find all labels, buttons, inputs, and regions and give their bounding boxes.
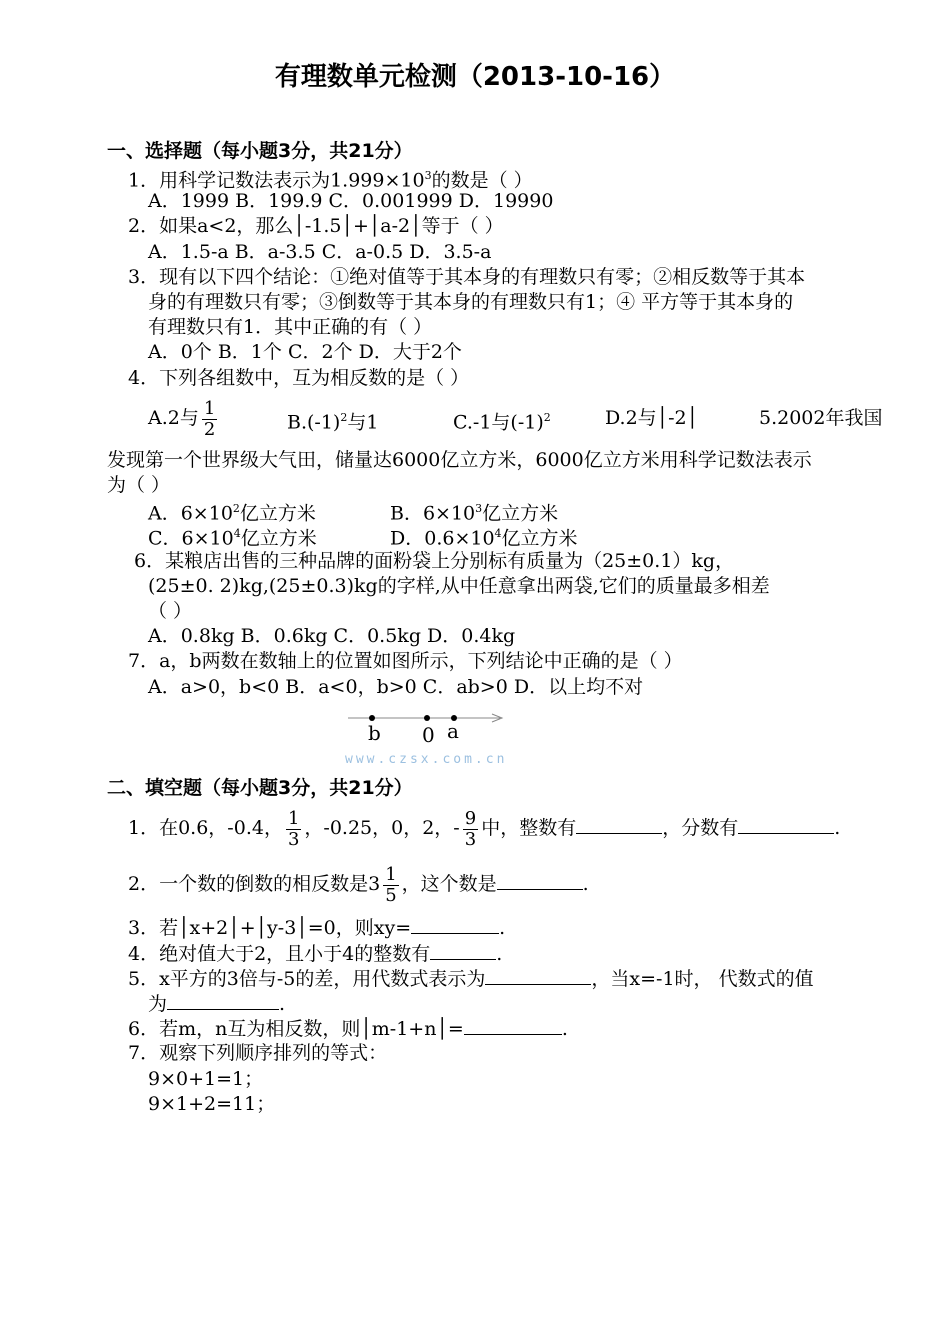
- q5-line3: 为（ ）: [107, 474, 171, 496]
- blank-expression: [485, 966, 591, 985]
- f1-line: 1．在0.6，-0.4， $\frac{1}{3}$ ，-0.25，0，2，- $\frac{9}{3}$ 中，整数有 ，分数有 .: [128, 807, 841, 850]
- watermark: www.czsx.com.cn: [345, 752, 508, 767]
- q4-option-c: C.-1与$(-1)^2$: [453, 411, 551, 434]
- blank-answer: [464, 1016, 562, 1035]
- q5-line2: 发现第一个世界级大气田，储量达6000亿立方米，6000亿立方米用科学记数法表示: [107, 449, 812, 471]
- q5-option-d: D．$0.6\times 10^4$亿立方米: [390, 527, 578, 550]
- f7-equation-2: 9×1+2=11；: [148, 1093, 276, 1115]
- q6-line1: 6．某粮店出售的三种品牌的面粉袋上分别标有质量为（25±0.1）kg，: [134, 550, 735, 572]
- f3-line: 3．若│x+2│+│y-3│=0，则xy= .: [128, 917, 506, 939]
- q4-option-b: $B.(-1)^2$与1: [287, 411, 379, 434]
- q4-stem: 4．下列各组数中，互为相反数的是（ ）: [128, 367, 470, 389]
- f4-line: 4．绝对值大于2，且小于4的整数有 .: [128, 943, 503, 965]
- q4-option-a: A.2与 $\frac{1}{2}$: [148, 397, 216, 440]
- f7-stem: 7．观察下列顺序排列的等式：: [128, 1042, 388, 1064]
- q6-line3: （ ）: [148, 600, 193, 622]
- label-b: b: [368, 721, 381, 745]
- q1-stem: 1．用科学记数法表示为$1.999\times 10^3$的数是（ ）: [128, 169, 533, 192]
- f7-equation-1: 9×0+1=1；: [148, 1068, 264, 1090]
- q3-line1: 3．现有以下四个结论：①绝对值等于其本身的有理数只有零；②相反数等于其本: [128, 266, 806, 288]
- q7-stem: 7．a，b两数在数轴上的位置如图所示，下列结论中正确的是（ ）: [128, 650, 683, 672]
- blank-answer: [430, 941, 496, 960]
- q1-options: A．1999 B．199.9 C．0.001999 D．19990: [148, 190, 554, 212]
- page-title: 有理数单元检测（2013-10-16）: [274, 62, 676, 92]
- q4-option-d: D.2与│-2│: [605, 407, 699, 429]
- section1-heading: 一、选择题（每小题3分，共21分）: [107, 140, 413, 162]
- fraction-one-fifth: $\frac{1}{5}$: [385, 863, 397, 906]
- label-zero: 0: [422, 723, 435, 746]
- blank-answer: [411, 915, 499, 934]
- blank-answer: [497, 871, 583, 890]
- q5-option-b: B．$6\times 10^3$亿立方米: [390, 502, 559, 525]
- q6-options: A．0.8kg B．0.6kg C．0.5kg D．0.4kg: [148, 625, 516, 647]
- blank-integers: [576, 815, 662, 834]
- q2-options: A．1.5-a B．a-3.5 C．a-0.5 D．3.5-a: [148, 241, 492, 263]
- q5-option-c: C．$6\times 10^4$亿立方米: [148, 527, 317, 550]
- f2-line: 2．一个数的倒数的相反数是3 $\frac{1}{5}$ ，这个数是 .: [128, 863, 589, 906]
- q3-line3: 有理数只有1．其中正确的有（ ）: [148, 316, 433, 338]
- number-line-figure: [340, 706, 520, 746]
- q5-line1: 5.2002年我国: [759, 407, 883, 429]
- q6-line2: (25±0. 2)kg,(25±0.3)kg的字样,从中任意拿出两袋,它们的质量最多相差: [148, 575, 770, 597]
- f5-line1: 5．x平方的3倍与-5的差，用代数式表示为 ，当x=-1时， 代数式的值: [128, 968, 814, 990]
- blank-fractions: [738, 815, 834, 834]
- point-zero: [424, 715, 430, 721]
- label-a: a: [447, 719, 459, 743]
- q5-option-a: A．$6\times 10^2$亿立方米: [148, 502, 316, 525]
- q3-options: A．0个 B．1个 C．2个 D．大于2个: [148, 341, 462, 363]
- section2-heading: 二、填空题（每小题3分，共21分）: [107, 777, 413, 799]
- fraction-nine-thirds: $\frac{9}{3}$: [464, 807, 477, 850]
- fraction-one-third: $\frac{1}{3}$: [287, 807, 300, 850]
- blank-value: [167, 991, 279, 1010]
- q7-options: A．a>0，b<0 B．a<0，b>0 C．ab>0 D．以上均不对: [148, 676, 644, 698]
- f6-line: 6．若m，n互为相反数，则│m-1+n│= .: [128, 1018, 568, 1040]
- fraction-one-half: $\frac{1}{2}$: [203, 397, 216, 440]
- q3-line2: 身的有理数只有零；③倒数等于其本身的有理数只有1；④ 平方等于其本身的: [148, 291, 794, 313]
- f5-line2: 为 .: [148, 993, 286, 1015]
- q2-stem: 2．如果a<2，那么│-1.5│+│a-2│等于（ ）: [128, 215, 504, 237]
